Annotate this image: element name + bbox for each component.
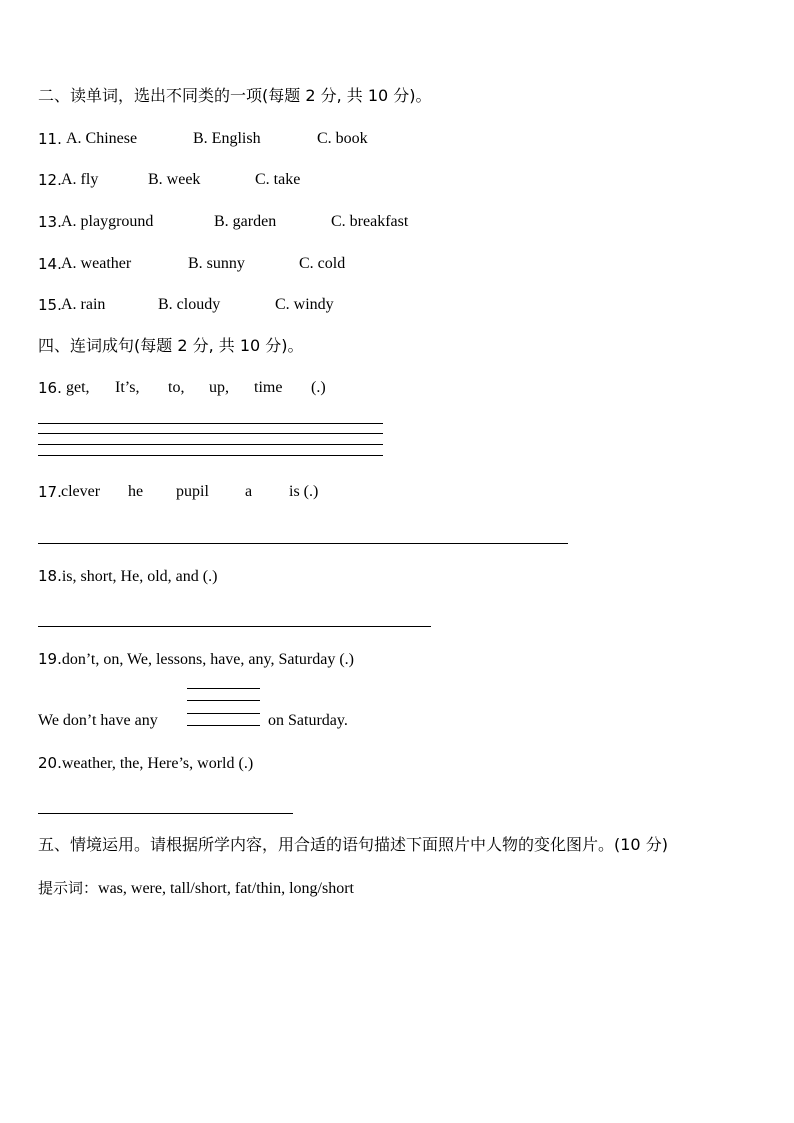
option-a: A. fly <box>61 171 99 188</box>
word: to, <box>168 379 185 396</box>
option-a: A. playground <box>61 213 154 230</box>
scrambled-words: don’t, on, We, lessons, have, any, Saturday (.) <box>61 651 354 668</box>
answer-line[interactable] <box>38 813 293 814</box>
question-number: 19. <box>38 650 62 668</box>
hint-words: was, were, tall/short, fat/thin, long/short <box>98 880 354 897</box>
sentence-before-blank: We don’t have any <box>38 712 158 729</box>
option-c: C. cold <box>299 255 346 272</box>
section-4-title: 四、连词成句(每题 2 分, 共 10 分)。 <box>38 336 304 355</box>
answer-line[interactable] <box>38 455 383 456</box>
hint-line <box>38 878 354 899</box>
option-a: A. weather <box>61 255 132 272</box>
option-c: C. windy <box>275 296 334 313</box>
question-12 <box>38 170 301 191</box>
scrambled-words: weather, the, Here’s, world (.) <box>61 755 254 772</box>
question-number: 15. <box>38 296 62 314</box>
section-5-title: 五、情境运用。请根据所学内容，用合适的语句描述下面照片中人物的变化图片。(10 分) <box>38 835 668 854</box>
question-13 <box>38 212 409 233</box>
question-number: 12. <box>38 171 62 189</box>
option-c: C. take <box>255 171 301 188</box>
answer-line[interactable] <box>38 543 568 544</box>
word: It’s, <box>115 379 140 396</box>
question-number: 17. <box>38 483 62 501</box>
question-number: 16. <box>38 379 62 397</box>
section-2-title: 二、读单词，选出不同类的一项(每题 2 分, 共 10 分)。 <box>38 86 432 105</box>
question-number: 18. <box>38 567 62 585</box>
scrambled-words: is, short, He, old, and (.) <box>61 568 218 585</box>
answer-line[interactable] <box>38 444 383 445</box>
option-a: A. Chinese <box>66 130 138 147</box>
question-number: 11. <box>38 130 62 148</box>
word: get, <box>66 379 90 396</box>
question-number: 13. <box>38 213 62 231</box>
word: time <box>254 379 283 396</box>
option-b: B. sunny <box>188 255 245 272</box>
question-15 <box>38 295 334 316</box>
option-b: B. cloudy <box>158 296 221 313</box>
question-17 <box>38 482 319 503</box>
question-number: 14. <box>38 255 62 273</box>
word: clever <box>61 483 101 500</box>
option-c: C. breakfast <box>331 213 409 230</box>
answer-line[interactable] <box>187 713 260 714</box>
word: is (.) <box>289 483 319 500</box>
hint-label: 提示词： <box>38 879 99 897</box>
option-b: B. English <box>193 130 261 147</box>
answer-line[interactable] <box>187 688 260 689</box>
option-a: A. rain <box>61 296 106 313</box>
word: he <box>128 483 144 500</box>
question-14 <box>38 254 346 275</box>
answer-line[interactable] <box>38 626 431 627</box>
word: (.) <box>311 379 326 396</box>
answer-line[interactable] <box>187 700 260 701</box>
word: pupil <box>176 483 209 500</box>
question-20 <box>38 753 253 774</box>
word: up, <box>209 379 229 396</box>
question-19 <box>38 649 354 670</box>
question-18 <box>38 566 217 587</box>
option-b: B. garden <box>214 213 277 230</box>
option-b: B. week <box>148 171 201 188</box>
question-16 <box>38 378 326 399</box>
option-c: C. book <box>317 130 368 147</box>
question-11 <box>38 129 368 150</box>
answer-line[interactable] <box>38 423 383 424</box>
answer-line[interactable] <box>38 433 383 434</box>
answer-line[interactable] <box>187 725 260 726</box>
word: a <box>245 483 253 500</box>
question-number: 20. <box>38 754 62 772</box>
sentence-after-blank: on Saturday. <box>268 712 348 729</box>
